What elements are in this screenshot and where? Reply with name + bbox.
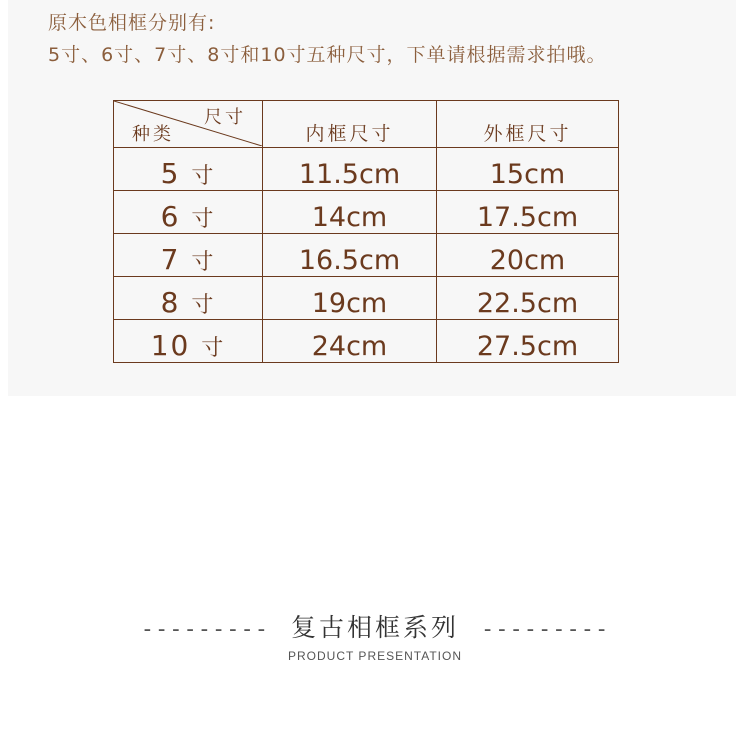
row-type-cell (114, 320, 263, 363)
outer-size-cell: 20cm (437, 234, 619, 277)
row-type-number: 7 (160, 243, 181, 276)
row-type-cell (114, 277, 263, 320)
series-subtitle: PRODUCT PRESENTATION (287, 649, 462, 663)
intro-line-1: 原木色相框分别有: (48, 12, 216, 34)
row-type-cell (114, 234, 263, 277)
divider-left: --------- (140, 617, 269, 642)
inner-size-cell: 14cm (263, 191, 437, 234)
row-type-unit: 寸 (191, 293, 216, 318)
table-row (114, 148, 619, 191)
row-type-cell (114, 148, 263, 191)
outer-size-cell: 15cm (437, 148, 619, 191)
row-type-number: 5 (160, 157, 181, 190)
table-row (114, 277, 619, 320)
intro-line-2: 5寸、6寸、7寸、8寸和10寸五种尺寸，下单请根据需求拍哦。 (48, 44, 607, 66)
row-type-number: 6 (160, 200, 181, 233)
row-type-unit: 寸 (191, 164, 216, 189)
inner-size-cell: 19cm (263, 277, 437, 320)
corner-label-type: 种类 (132, 124, 174, 145)
divider-right: --------- (481, 617, 610, 642)
table-row (114, 320, 619, 363)
row-type-unit: 寸 (201, 336, 226, 361)
outer-size-cell: 17.5cm (437, 191, 619, 234)
table-header-row (114, 101, 619, 148)
header-inner-size: 内框尺寸 (263, 101, 437, 148)
size-table (113, 100, 619, 363)
inner-size-cell: 24cm (263, 320, 437, 363)
table-row (114, 191, 619, 234)
header-outer-size: 外框尺寸 (437, 101, 619, 148)
series-heading (0, 608, 750, 644)
outer-size-cell: 22.5cm (437, 277, 619, 320)
outer-size-cell: 27.5cm (437, 320, 619, 363)
corner-label-size: 尺寸 (204, 107, 246, 128)
row-type-unit: 寸 (191, 207, 216, 232)
row-type-unit: 寸 (191, 250, 216, 275)
row-type-cell (114, 191, 263, 234)
inner-size-cell: 11.5cm (263, 148, 437, 191)
inner-size-cell: 16.5cm (263, 234, 437, 277)
row-type-number: 10 (150, 329, 191, 362)
table-row (114, 234, 619, 277)
row-type-number: 8 (160, 286, 181, 319)
series-title: 复古相框系列 (290, 613, 459, 642)
corner-header-cell (114, 101, 263, 148)
